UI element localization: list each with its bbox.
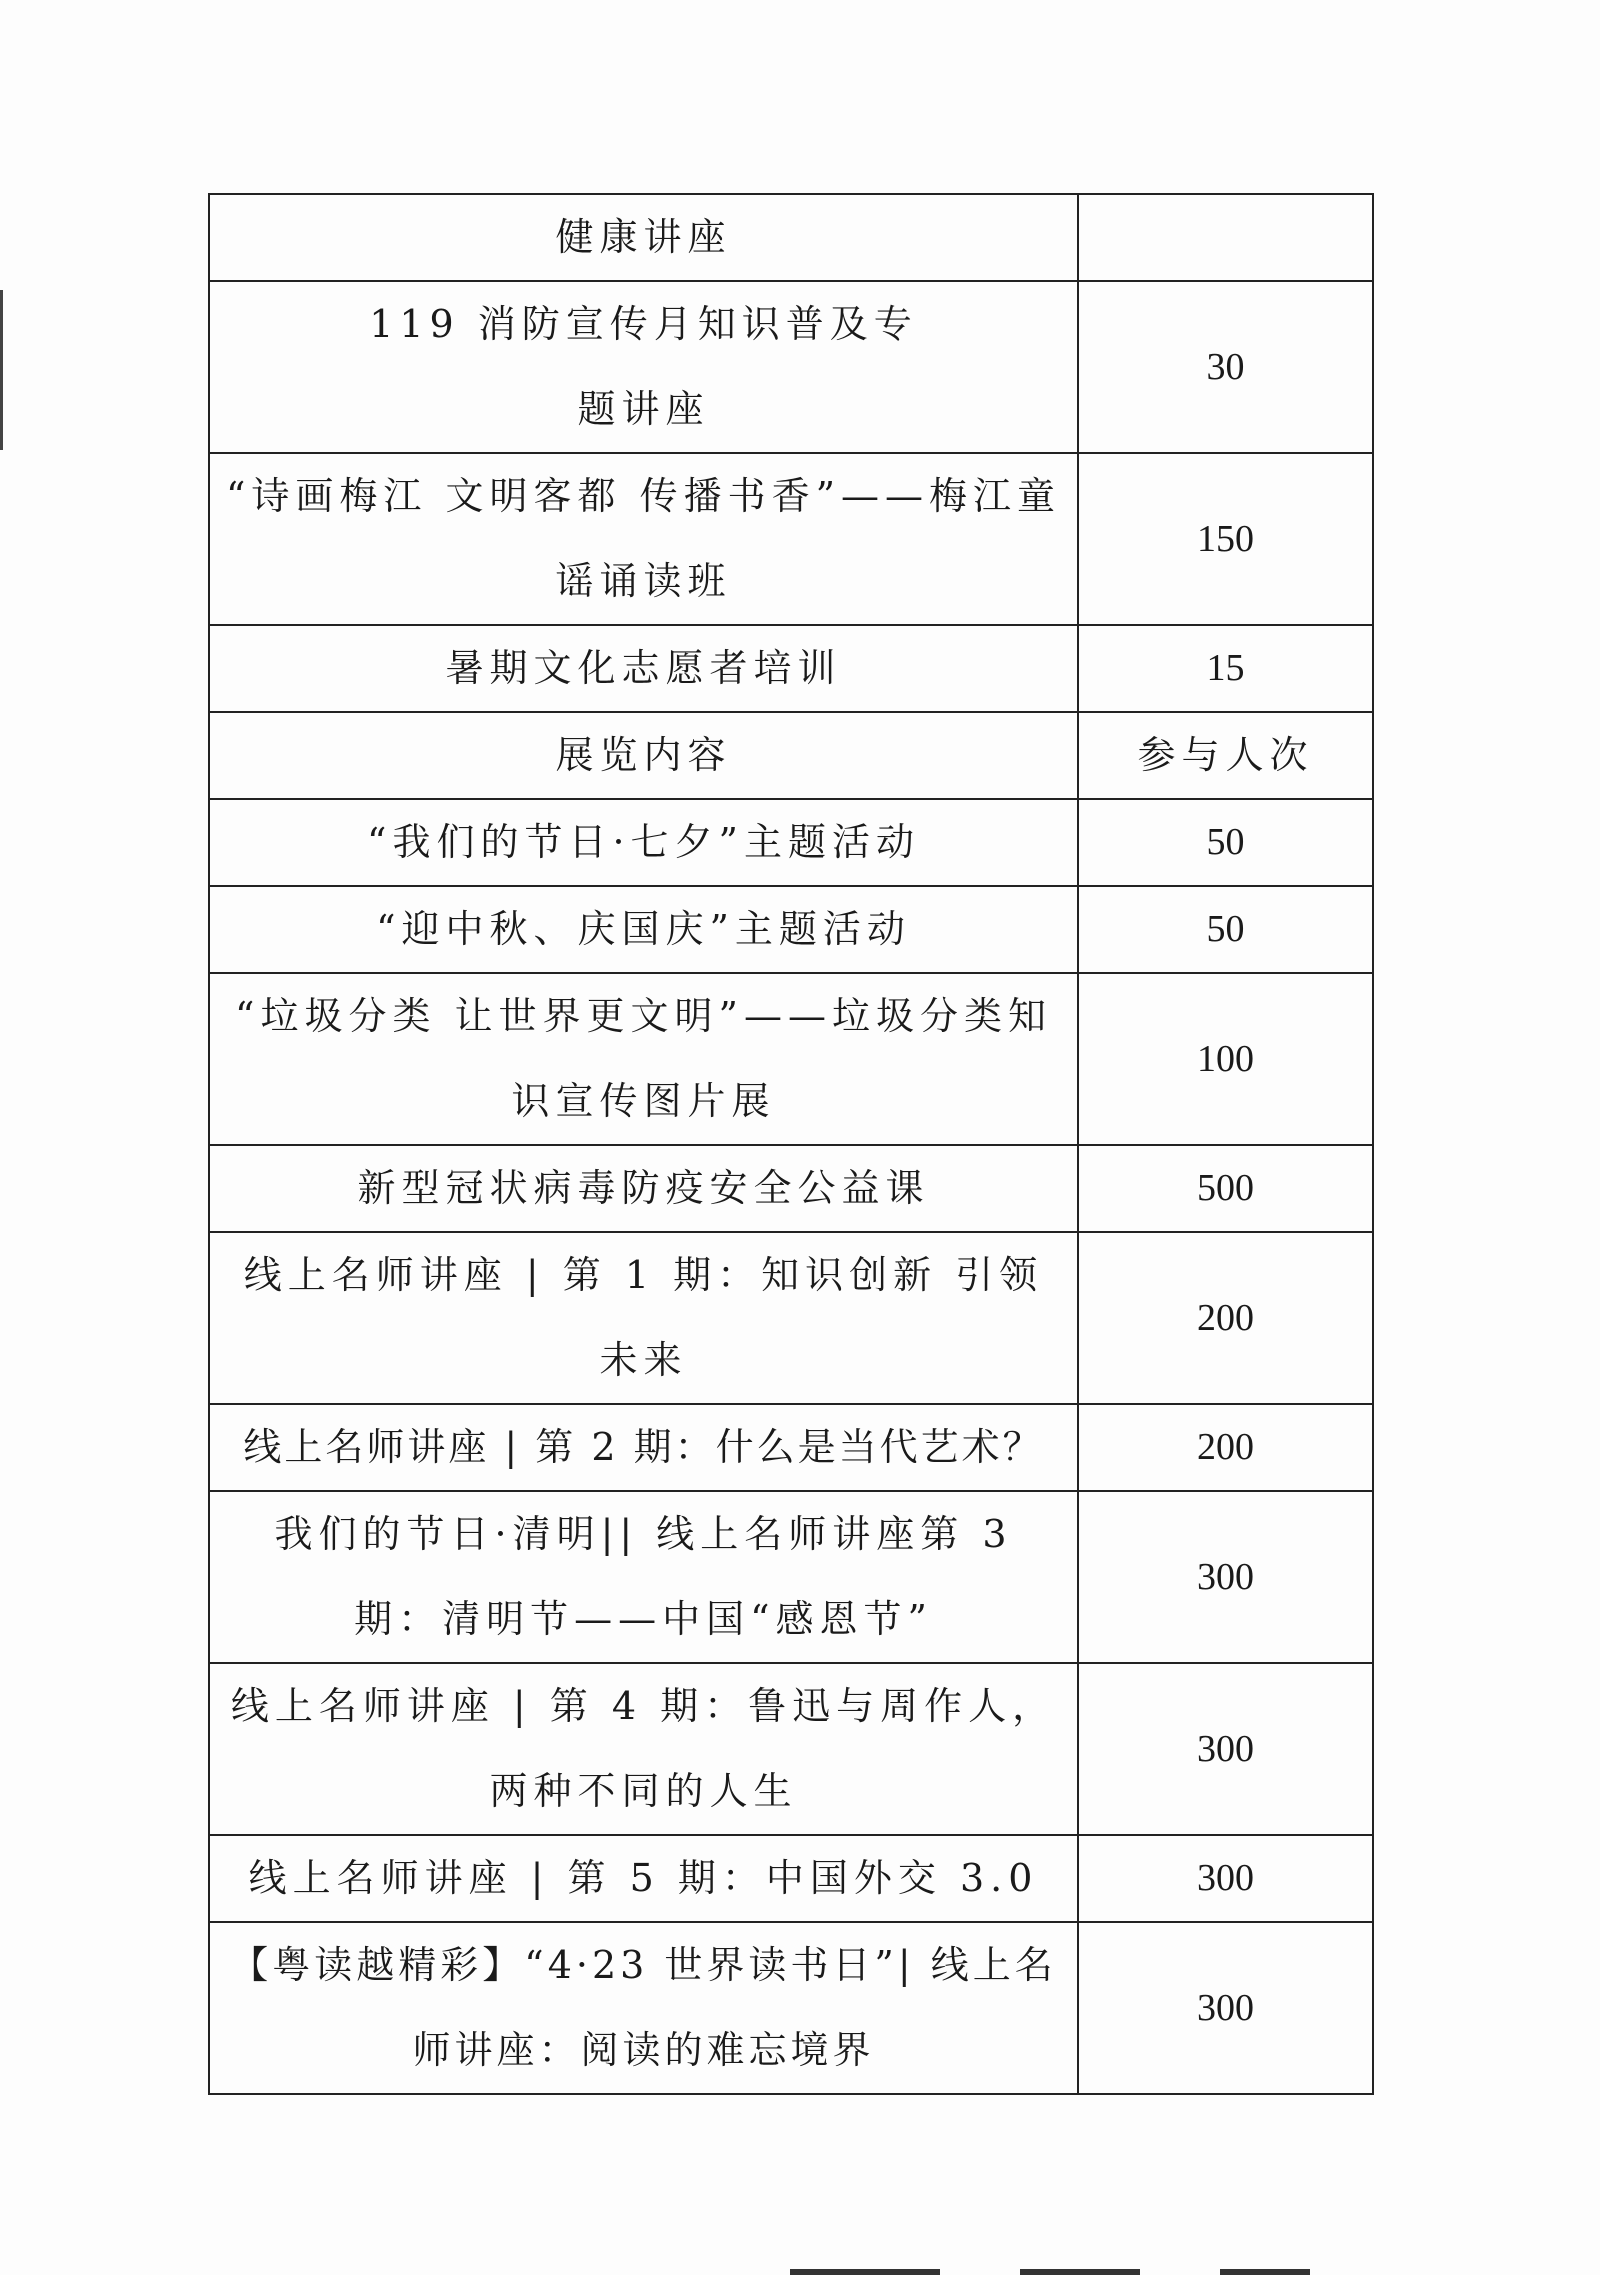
table-row bbox=[209, 453, 1373, 625]
activity-cell: 线上名师讲座 | 第 4 期：鲁迅与周作人，两种不同的人生 bbox=[209, 1663, 1078, 1835]
activity-cell: 线上名师讲座 | 第 5 期：中国外交 3.0 bbox=[209, 1835, 1078, 1922]
edge-mark bbox=[790, 2269, 940, 2275]
count-cell: 300 bbox=[1078, 1491, 1373, 1663]
table-row bbox=[209, 799, 1373, 886]
activity-cell: 暑期文化志愿者培训 bbox=[209, 625, 1078, 712]
count-cell: 100 bbox=[1078, 973, 1373, 1145]
edge-mark bbox=[1020, 2269, 1140, 2275]
count-cell: 15 bbox=[1078, 625, 1373, 712]
count-cell bbox=[1078, 194, 1373, 281]
count-cell: 300 bbox=[1078, 1835, 1373, 1922]
table-row bbox=[209, 194, 1373, 281]
count-cell: 500 bbox=[1078, 1145, 1373, 1232]
table-row bbox=[209, 886, 1373, 973]
count-cell: 300 bbox=[1078, 1663, 1373, 1835]
count-cell: 50 bbox=[1078, 799, 1373, 886]
activity-cell: “垃圾分类 让世界更文明”——垃圾分类知识宣传图片展 bbox=[209, 973, 1078, 1145]
count-cell: 30 bbox=[1078, 281, 1373, 453]
table-row bbox=[209, 1663, 1373, 1835]
table-row bbox=[209, 281, 1373, 453]
activity-cell: 健康讲座 bbox=[209, 194, 1078, 281]
activity-cell: 【粤读越精彩】“4·23 世界读书日”| 线上名师讲座：阅读的难忘境界 bbox=[209, 1922, 1078, 2094]
table-header-row bbox=[209, 712, 1373, 799]
table-row bbox=[209, 1835, 1373, 1922]
table-row bbox=[209, 1232, 1373, 1404]
count-cell: 300 bbox=[1078, 1922, 1373, 2094]
column-header-participants: 参与人次 bbox=[1078, 712, 1373, 799]
activity-cell: “迎中秋、庆国庆”主题活动 bbox=[209, 886, 1078, 973]
activity-cell: 新型冠状病毒防疫安全公益课 bbox=[209, 1145, 1078, 1232]
table-row bbox=[209, 1922, 1373, 2094]
activity-cell: 我们的节日·清明|| 线上名师讲座第 3 期：清明节——中国“感恩节” bbox=[209, 1491, 1078, 1663]
activity-cell: 线上名师讲座 | 第 1 期：知识创新 引领未来 bbox=[209, 1232, 1078, 1404]
table-row bbox=[209, 1404, 1373, 1491]
table-row bbox=[209, 1491, 1373, 1663]
activity-table bbox=[208, 193, 1374, 2095]
edge-mark bbox=[1220, 2269, 1310, 2275]
activity-cell: 119 消防宣传月知识普及专题讲座 bbox=[209, 281, 1078, 453]
page-bottom-marks bbox=[790, 2267, 1310, 2275]
table-row bbox=[209, 625, 1373, 712]
activity-cell: 线上名师讲座 | 第 2 期：什么是当代艺术？ bbox=[209, 1404, 1078, 1491]
table-row bbox=[209, 973, 1373, 1145]
column-header-content: 展览内容 bbox=[209, 712, 1078, 799]
activity-cell: “诗画梅江 文明客都 传播书香”——梅江童谣诵读班 bbox=[209, 453, 1078, 625]
count-cell: 50 bbox=[1078, 886, 1373, 973]
activity-cell: “我们的节日·七夕”主题活动 bbox=[209, 799, 1078, 886]
table-row bbox=[209, 1145, 1373, 1232]
scan-edge-mark bbox=[0, 290, 3, 450]
count-cell: 200 bbox=[1078, 1404, 1373, 1491]
count-cell: 200 bbox=[1078, 1232, 1373, 1404]
count-cell: 150 bbox=[1078, 453, 1373, 625]
